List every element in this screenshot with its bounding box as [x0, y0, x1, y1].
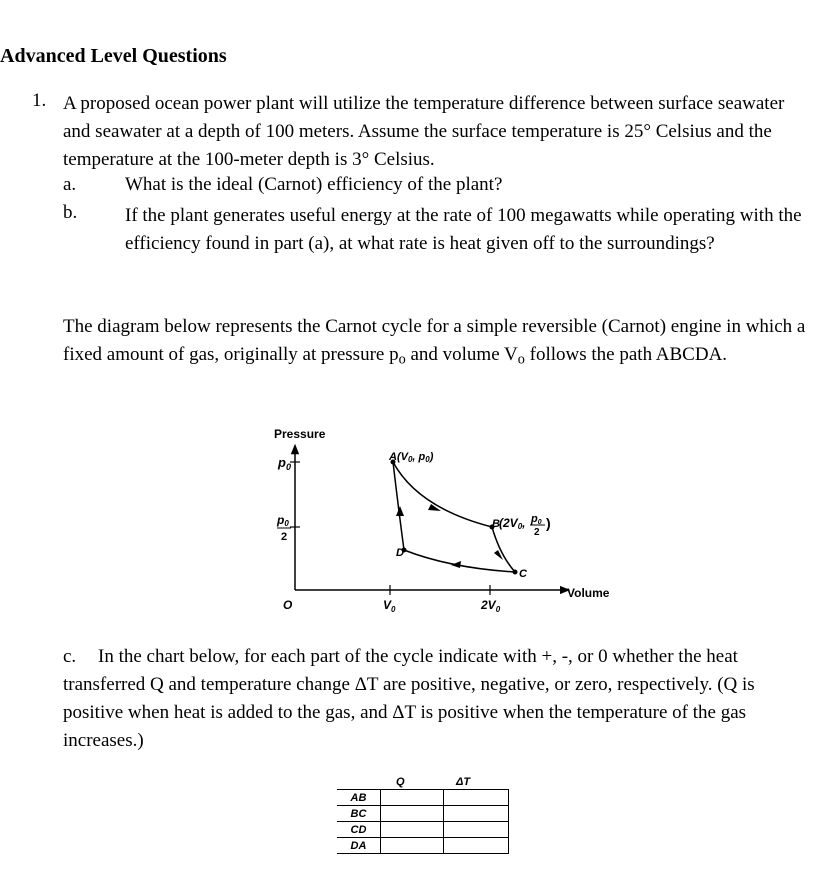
part-a-text: What is the ideal (Carnot) efficiency of the plant? [125, 174, 503, 195]
part-a-label: a. [63, 174, 77, 195]
answer-chart [337, 789, 509, 854]
part-b-label: b. [63, 202, 78, 223]
part-b-text: If the plant generates useful energy at the rate of 100 megawatts while operating with the efficiency found in part (a), at what rate is heat given off to the surroundings? [125, 205, 802, 254]
table-row [337, 838, 509, 854]
answer-cell-delta-t[interactable] [444, 838, 509, 854]
point-c-dot [513, 570, 518, 575]
table-row [337, 790, 509, 806]
table-row [337, 806, 509, 822]
answer-cell-q[interactable] [381, 822, 444, 838]
path-bc [492, 527, 515, 572]
diagram-intro-text: The diagram below represents the Carnot cycle for a simple reversible (Carnot) engine in which a fixed amount of gas, originally at pressure $p_o$ and volume $V_o$ follows the path ABCDA. [63, 316, 806, 368]
row-label: CD [337, 822, 381, 838]
point-b-coord-end: ) [546, 515, 551, 531]
y-tick-label-half-den: 2 [281, 531, 288, 543]
row-label: DA [337, 838, 381, 854]
point-b-frac-den: 2 [534, 527, 540, 538]
section-heading: Advanced Level Questions [0, 45, 227, 67]
answer-cell-q[interactable] [381, 790, 444, 806]
answer-cell-q[interactable] [381, 838, 444, 854]
point-b-letter: B [492, 518, 500, 530]
table-row [337, 822, 509, 838]
column-header-q: Q [396, 776, 405, 788]
part-c-text: c. In the chart below, for each part of the cycle indicate with +, -, or 0 whether the heat transferred Q and temperature change ΔT are positive, negative, or zero, respectively. (Q is positive when heat is added to the gas, and ΔT is positive when the temperature of the gas increases.) [63, 646, 755, 751]
point-a-label: A(V0, p0) [389, 451, 434, 464]
arrow-ab [428, 504, 441, 511]
y-axis-label: Pressure [274, 427, 326, 441]
x-tick-label-v0: $V_0$ [383, 598, 396, 614]
path-ab [393, 462, 492, 527]
answer-cell-delta-t[interactable] [444, 790, 509, 806]
answer-cell-delta-t[interactable] [444, 822, 509, 838]
point-d-label: D [396, 547, 404, 559]
point-c-label: C [519, 568, 527, 580]
answer-cell-q[interactable] [381, 806, 444, 822]
question-number: 1. [32, 90, 47, 111]
y-tick-label-half-num: p0 [277, 513, 289, 528]
origin-label: O [283, 598, 293, 612]
arrow-cd [451, 561, 461, 568]
y-tick-label-p0: $p_0$ [278, 455, 291, 472]
point-b-coord: (2V0, [499, 516, 526, 531]
x-axis-label: Volume [567, 586, 610, 600]
point-b-frac-num: p0 [531, 513, 542, 526]
answer-cell-delta-t[interactable] [444, 806, 509, 822]
column-header-delta-t: ΔT [456, 776, 471, 788]
row-label: BC [337, 806, 381, 822]
question-1-text: A proposed ocean power plant will utilize the temperature difference between surface seawater and seawater at a depth of 100 meters. Assume the surface temperature is 25° Celsius and the temperature at the 100-meter depth is 3° Celsius. [63, 93, 785, 170]
row-label: AB [337, 790, 381, 806]
arrow-da [396, 506, 404, 516]
x-tick-label-2v0: $2V_0$ [481, 598, 501, 614]
